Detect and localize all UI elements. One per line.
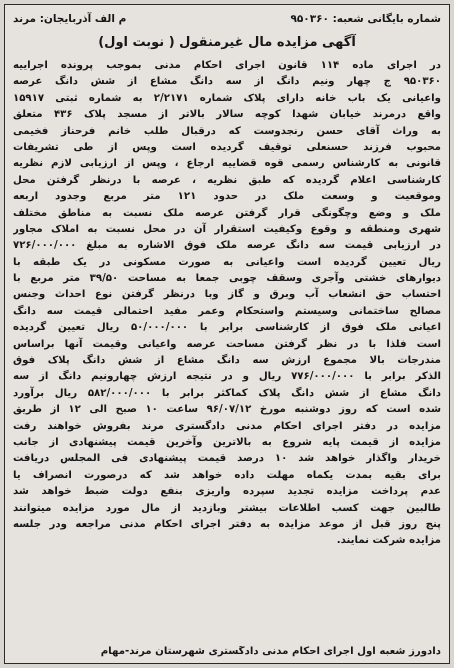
body-line: دیوارهای خشتی وآجری وسقف چوبی جمعا به مساحت ۳۹/۵۰ متر مربع با [13, 273, 441, 285]
body-line: اعیانی ملک فوق از کارشناسی برابر با ۵۰/۰۰۰/۰۰۰ ریال تعیین گردیده [13, 322, 441, 334]
body-line: محبوب فرزند حسنعلی توقیف گردیده است وپس از طی تشریفات [13, 141, 441, 153]
body-line: واعیانی یک باب خانه دارای پلاک شماره ۲/۲۱۷۱ به شماره ثبتی ۱۵۹۱۷ [13, 92, 441, 104]
reference-code: م الف آذربایجان: مرند [13, 13, 127, 25]
body-line: ریال تعیین گردیده است واعیانی به صورت مسکونی در یک طبقه با [13, 256, 441, 268]
body-line: قانونی به کارشناس رسمی قوه قضاییه ارجاع ، وپس از ارزیابی لازم نظریه [13, 158, 441, 170]
body-line: به وراث آقای حسن رنجدوست که درقبال طلب خانم فرحناز فخیمی [13, 125, 441, 137]
body-line: مصالح ساختمانی وسیستم واستحکام وعمر مفید احتمالی قیمت سه دانگ [13, 305, 441, 317]
body-line: است فلذا با در نظر گرفتن مساحت عرصه واعیانی وقیمت آنها براساس [13, 338, 441, 350]
body-line: مزایده در دفتر اجرای احکام مدنی دادگستری مرند بفروش خواهند رفت [13, 420, 441, 432]
body-line: وموقعیت و وسعت ملک در حدود ۱۲۱ متر مربع وجدود اربعه [13, 191, 441, 203]
body-line: مزایده شرکت نمایند. [336, 535, 441, 547]
signature-line: دادورز شعبه اول اجرای احکام مدنی دادگستری شهرستان مرند-مهام [100, 646, 441, 657]
notice-body [5, 58, 449, 550]
body-line: دانگ مشاع از شش دانگ پلاک کماکثر برابر با ۵۸۲/۰۰۰/۰۰۰ ریال برآورد [13, 387, 441, 399]
body-line: ۹۵۰۳۶۰ ج چهار ونیم دانگ از سه دانگ مشاع از شش دانگ عرصه [13, 76, 441, 88]
body-line: شده است که روز دوشنبه مورخ ۹۶/۰۷/۱۲ ساعت ۱۰ صبح الی ۱۲ از طریق [13, 404, 441, 416]
body-line: عدم پرداخت مزایده تجدید سپرده واریزی بنفع دولت ضبط خواهد شد [13, 486, 441, 498]
body-line: برای بقیه بمدت یکماه مهلت داده خواهد شد که درصورت انصراف یا [13, 469, 441, 481]
body-line: احتساب حق انشعاب آب وبرق و گاز وبا درنظر گرفتن نوع احداث وجنس [13, 289, 441, 301]
body-line: پنج روز قبل از موعد مزایده به دفتر اجرای احکام مدنی مراجعه ودر جلسه [13, 518, 441, 530]
body-line: مندرجات بالا مجموع ارزش سه دانگ مشاع از شش دانگ پلاک فوق [13, 355, 441, 367]
body-line: کارشناسی اعلام گردیده که طبق نظریه ، عرصه با درنظر گرفتن محل [13, 174, 441, 186]
body-line: الذکر برابر با ۷۷۶/۰۰۰/۰۰۰ ریال و در نتیجه ارزش چهارونیم دانگ از سه [13, 371, 441, 383]
body-line: در اجرای ماده ۱۱۴ قانون اجرای احکام مدنی بموجب پرونده اجراییه [13, 60, 441, 71]
body-line: شهری ومنطقه و وقوع وکیفیت استقرار آن در محل نسبت به املاک مجاور [13, 223, 441, 235]
body-line: طالبین جهت کسب اطلاعات بیشتر وبازدید از مال مورد مزایده میتوانند [13, 502, 441, 514]
body-line: خریدار واگذار خواهد شد ۱۰ درصد قیمت پیشنهادی فی المجلس دریافت [13, 453, 441, 465]
body-line: در ارزیابی قیمت سه دانگ عرصه ملک فوق الاشاره به مبلغ ۷۲۶/۰۰۰/۰۰۰ [13, 240, 441, 252]
body-line: ملک و وضع وچگونگی قرار گرفتن عرصه ملک نسبت به مناطق مختلف [13, 207, 441, 219]
archive-number: شماره بایگانی شعبه: ۹۵۰۳۶۰ [290, 13, 441, 25]
notice-page [4, 4, 450, 664]
body-line: مزایده از قیمت پایه شروع به بالاترین وآخرین قیمت پیشنهادی از جانب [13, 436, 441, 448]
header [5, 5, 449, 25]
notice-title: آگهی مزایده مال غیرمنقول ( نوبت اول) [98, 35, 356, 50]
body-line: واقع درمرند خیابان شهدا کوچه سالار بالاتر از مسجد پلاک ۴۳۶ متعلق [13, 109, 441, 121]
